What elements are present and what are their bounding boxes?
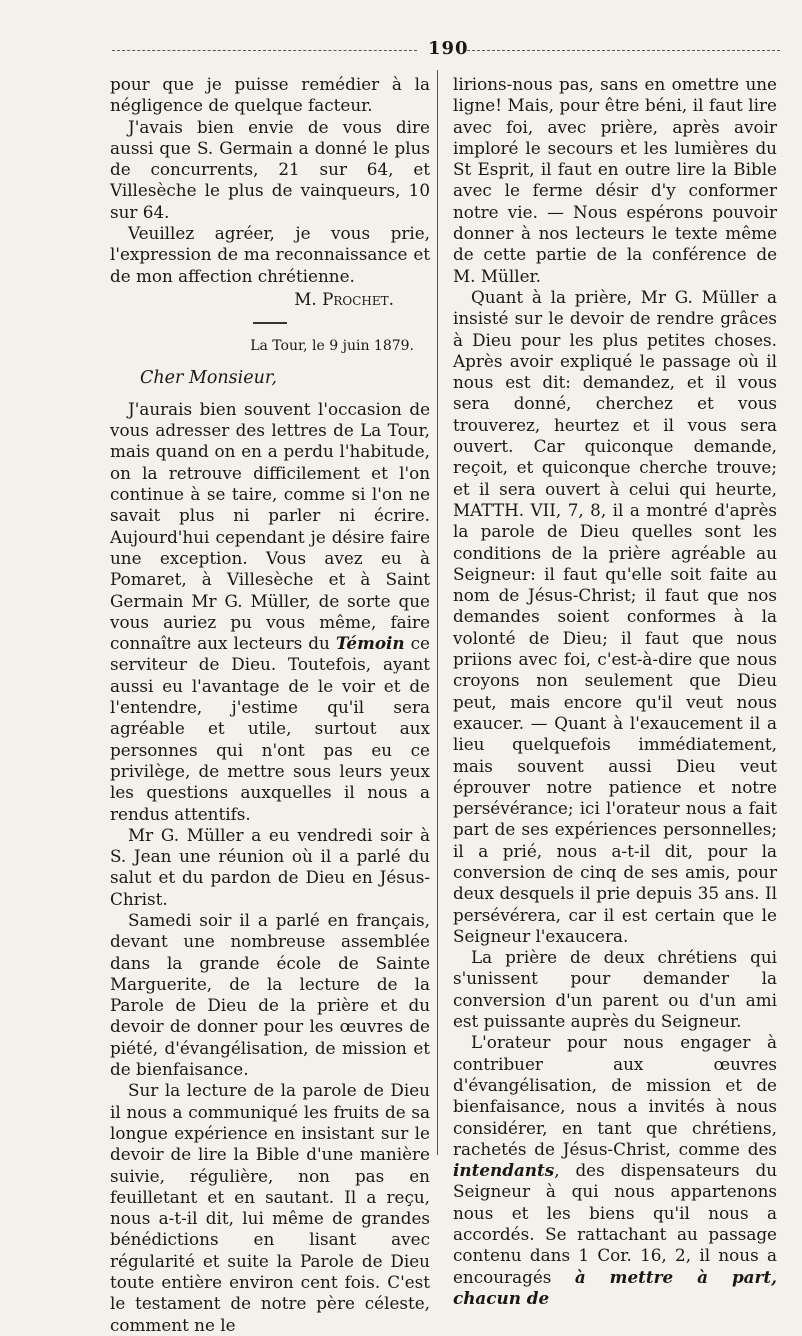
paragraph: Quant à la prière, Mr G. Müller a insisté sur le devoir de rendre grâces à Dieu pour les plus petites choses. Après avoir expliqué le passage où il nous est dit: demandez, et il vous sera donné, cherchez et vous trouverez, heurtez et il vous sera ouvert. Car quiconque demande, reçoit, et quiconque cherche trouve; et il sera ouvert à celui qui heurte, MATTH. VII, 7, 8, il a montré d'après la parole de Dieu quelles sont les conditions de la prière agréable au Seigneur: il faut qu'elle soit faite au nom de Jésus-Christ; il faut que nos demandes soient conformes à la volonté de Dieu; il faut que nous priions avec foi, c'est-à-dire que nous croyons non seulement que Dieu peut, mais encore qu'il veut nous exaucer. — Quant à l'exaucement il a lieu quelquefois immédiatement, mais souvent aussi Dieu veut éprouver notre patience et notre persévérance; ici l'orateur nous a fait part de ses expériences personnelles; il a prié, nous a-t-il dit, pour la conversion de cinq de ses amis, pour deux desquels il prie depuis 35 ans. Il persévérera, car il est certain que le Seigneur l'exaucera. (453, 286, 777, 946)
paragraph: lirions-nous pas, sans en omettre une ligne! Mais, pour être béni, il faut lire avec foi, avec prière, après avoir imploré le secours et les lumières du St Esprit, il faut en outre lire la Bible avec le ferme désir d'y conformer notre vie. — Nous espérons pouvoir donner à nos lecteurs le texte même de cette partie de la conférence de M. Müller. (453, 74, 777, 286)
paragraph: J'avais bien envie de vous dire aussi que S. Germain a donné le plus de concurrents, 21 sur 64, et Villesèche le plus de vainqueurs, 10 sur 64. (110, 116, 430, 222)
text-run: , des dispensateurs du Seigneur à qui nous appartenons nous et les biens qu'il nous a accordés. Se rattachant au passage contenu dans 1 Cor. 16, 2, il nous a encouragés (453, 1160, 777, 1287)
paragraph (110, 399, 430, 825)
header-rule-left (112, 50, 417, 51)
paragraph (453, 1032, 777, 1309)
page-number: 190 (428, 38, 469, 59)
left-column (110, 74, 430, 1336)
column-divider (437, 70, 438, 1155)
paragraph: Veuillez agréer, je vous prie, l'expression de ma reconnaissance et de mon affection chrétienne. (110, 223, 430, 286)
emphasis: à mettre à part, chacun de (453, 1266, 777, 1308)
text-run: L'orateur pour nous engager à contribuer aux œuvres d'évangélisation, de mission et de bienfaisance, nous a invités à nous considérer, en tant que chrétiens, rachetés de Jésus-Christ, comme des (453, 1032, 777, 1159)
paragraph: La prière de deux chrétiens qui s'unissent pour demander la conversion d'un parent ou d'un ami est puissante auprès du Seigneur. (453, 947, 777, 1032)
text-run: ce serviteur de Dieu. Toutefois, ayant aussi eu l'avantage de le voir et de l'entendre, j'estime qu'il sera agréable et utile, surtout aux personnes qui n'ont pas eu ce privilège, de mettre sous leurs yeux les questions auxquelles il nous a rendus attentifs. (110, 633, 430, 824)
page-header (112, 38, 780, 62)
right-column (453, 74, 777, 1309)
section-separator (253, 322, 287, 324)
paragraph: Samedi soir il a parlé en français, devant une nombreuse assemblée dans la grande école de Sainte Marguerite, de la lecture de la Parole de Dieu de la prière et du devoir de donner pour les œuvres de piété, d'évangélisation, de mission et de bienfaisance. (110, 909, 430, 1080)
signature: M. Prochet. (294, 288, 394, 309)
paragraph: Mr G. Müller a eu vendredi soir à S. Jean une réunion où il a parlé du salut et du pardon de Dieu en Jésus-Christ. (110, 824, 430, 909)
header-rule-right (467, 50, 780, 51)
journal-title: Témoin (335, 633, 405, 654)
paragraph: Sur la lecture de la parole de Dieu il nous a communiqué les fruits de sa longue expérience en insistant sur le devoir de lire la Bible d'une manière suivie, régulière, non pas en feuilletant et en sautant. Il a reçu, nous a-t-il dit, lui même de grandes bénédictions en lisant avec régularité et suite la Parole de Dieu toute entière environ cent fois. C'est le testament de notre père céleste, comment ne le (110, 1080, 430, 1335)
emphasis: intendants (453, 1160, 555, 1181)
dateline: La Tour, le 9 juin 1879. (250, 338, 414, 355)
paragraph: pour que je puisse remédier à la négligence de quelque facteur. (110, 74, 430, 116)
text-run: J'aurais bien souvent l'occasion de vous adresser des lettres de La Tour, mais quand on en a perdu l'habitude, on la retrouve difficilement et l'on continue à se taire, comme si l'on ne savait plus ni parler ni écrire. Aujourd'hui cependant je désire faire une exception. Vous avez eu à Pomaret, à Villesèche et à Saint Germain Mr G. Müller, de sorte que vous auriez pu vous même, faire connaître aux lecteurs du (110, 398, 430, 654)
salutation: Cher Monsieur, (140, 367, 277, 388)
